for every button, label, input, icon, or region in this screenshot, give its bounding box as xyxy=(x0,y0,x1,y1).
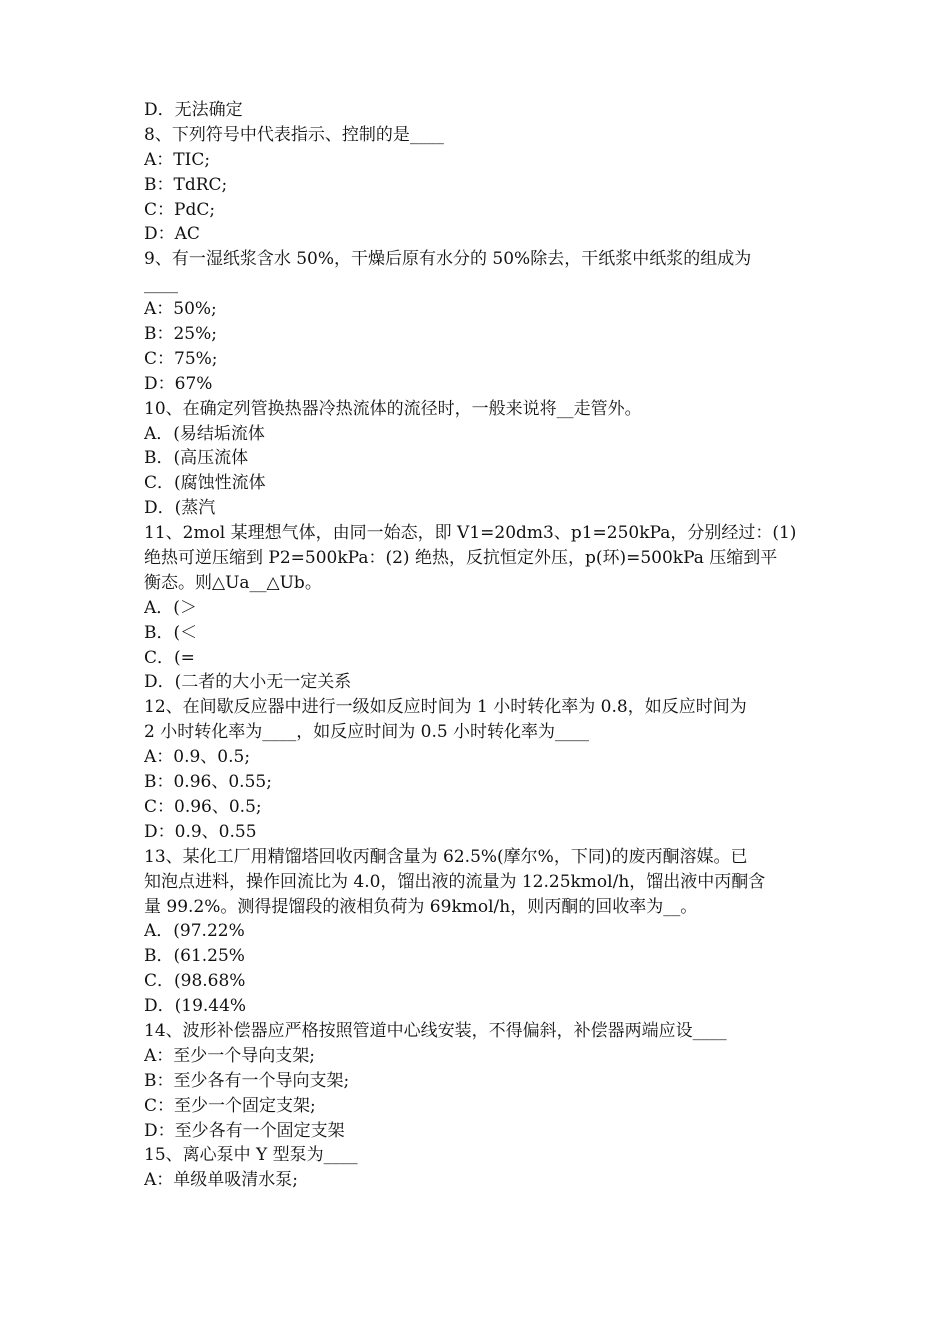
text-line: 衡态。则△Ua__△Ub。 xyxy=(144,572,322,593)
text-line: B．(＜ xyxy=(144,622,198,643)
text-line: C：0.96、0.5; xyxy=(144,796,262,817)
text-line: C．(= xyxy=(144,647,195,668)
text-line: A：单级单吸清水泵; xyxy=(144,1170,299,1191)
text-line: D．(二者的大小无一定关系 xyxy=(144,672,352,693)
text-line: A：0.9、0.5; xyxy=(144,747,251,768)
text-line: D：至少各有一个固定支架 xyxy=(144,1120,345,1141)
text-line: 9、有一湿纸浆含水 50%，干燥后原有水分的 50%除去，干纸浆中纸浆的组成为 xyxy=(144,249,752,270)
text-line: D．(19.44% xyxy=(144,996,247,1017)
text-line: C：75%; xyxy=(144,348,218,369)
text-line: 15、离心泵中 Y 型泵为____ xyxy=(144,1145,358,1166)
text-line: A：50%; xyxy=(144,299,217,320)
text-line: C．(腐蚀性流体 xyxy=(144,473,266,494)
text-line: A．(＞ xyxy=(144,597,197,618)
text-line: D：67% xyxy=(144,373,213,394)
text-line: 8、下列符号中代表指示、控制的是____ xyxy=(144,124,444,145)
text-line: B：0.96、0.55; xyxy=(144,772,272,793)
text-line: 12、在间歇反应器中进行一级如反应时间为 1 小时转化率为 0.8，如反应时间为 xyxy=(144,697,747,718)
text-line: B．(高压流体 xyxy=(144,448,249,469)
text-line: B．(61.25% xyxy=(144,946,245,967)
text-line: A：至少一个导向支架; xyxy=(144,1045,316,1066)
text-line: 11、2mol 某理想气体，由同一始态，即 V1=20dm3、p1=250kPa，分别经过：(1) xyxy=(144,523,797,544)
text-line: 13、某化工厂用精馏塔回收丙酮含量为 62.5%(摩尔%，下同)的废丙酮溶媒。已 xyxy=(144,846,748,867)
text-line: D：AC xyxy=(144,224,200,245)
text-line: B：至少各有一个导向支架; xyxy=(144,1070,350,1091)
text-line: D．无法确定 xyxy=(144,100,243,120)
text-line: D：0.9、0.55 xyxy=(144,821,257,842)
text-line: B：TdRC; xyxy=(144,174,228,195)
text-line: A．(易结垢流体 xyxy=(144,423,265,444)
text-line: 10、在确定列管换热器冷热流体的流径时，一般来说将__走管外。 xyxy=(144,398,642,419)
text-line: 14、波形补偿器应严格按照管道中心线安装，不得偏斜，补偿器两端应设____ xyxy=(144,1020,727,1041)
text-line: C：PdC; xyxy=(144,199,216,220)
text-line: 绝热可逆压缩到 P2=500kPa：(2) 绝热，反抗恒定外压，p(环)=500kPa 压缩到平 xyxy=(144,548,778,569)
text-line: C．(98.68% xyxy=(144,971,246,992)
text-line: A．(97.22% xyxy=(144,921,245,942)
text-line: ____ xyxy=(144,274,178,295)
text-line: 知泡点进料，操作回流比为 4.0，馏出液的流量为 12.25kmol/h，馏出液中丙酮含 xyxy=(144,871,766,892)
text-line: 2 小时转化率为____，如反应时间为 0.5 小时转化率为____ xyxy=(144,722,590,743)
text-line: A：TIC; xyxy=(144,149,211,170)
text-line: C：至少一个固定支架; xyxy=(144,1095,316,1116)
text-line: D．(蒸汽 xyxy=(144,498,216,519)
text-line: B：25%; xyxy=(144,324,218,345)
text-line: 量 99.2%。测得提馏段的液相负荷为 69kmol/h，则丙酮的回收率为__。 xyxy=(144,896,698,917)
document-body xyxy=(144,98,814,1193)
